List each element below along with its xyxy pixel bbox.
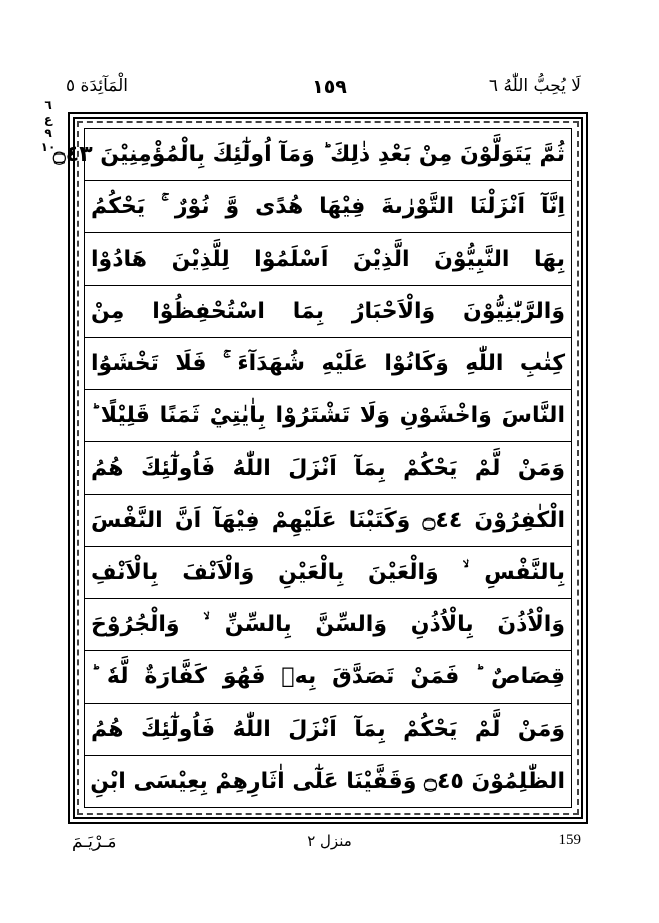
juz-name: لَا يُحِبُّ اللّٰهُ ٦	[488, 76, 581, 96]
text-line	[85, 704, 571, 756]
ruku-number: ٦	[44, 98, 52, 112]
text-block	[52, 128, 572, 808]
line-text: بِهَا النَّبِيُّوْنَ الَّذِيْنَ اَسْلَمُوْا لِلَّذِيْنَ هَادُوْا	[91, 246, 565, 272]
line-text: الظّٰلِمُوْنَ ۝٤٥ وَقَفَّيْنَا عَلٰٓى اٰثَارِهِمْ بِعِيْسَى ابْنِ	[90, 768, 565, 794]
line-text: بِالنَّفْسِ ۙ وَالْعَيْنَ بِالْعَيْنِ وَالْاَنْفَ بِالْاَنْفِ	[91, 559, 565, 585]
line-text: قِصَاصٌ ؕ فَمَنْ تَصَدَّقَ بِهٖ فَهُوَ كَفَّارَةٌ لَّهٗ ؕ	[91, 664, 565, 690]
ruku-verse-count: ١٠	[40, 140, 56, 154]
line-text: وَالْاُذُنَ بِالْاُذُنِ وَالسِّنَّ بِالسِّنِّ ۙ وَالْجُرُوْحَ	[91, 612, 565, 638]
text-line	[85, 651, 571, 703]
text-line	[85, 756, 571, 807]
text-line	[85, 233, 571, 285]
text-line	[85, 390, 571, 442]
manzil-label: منزل ٢	[307, 832, 352, 850]
ruku-surah-count: ٩	[44, 126, 52, 140]
page-number-arabic: ١٥٩	[312, 76, 347, 98]
page-number: 159	[558, 832, 581, 848]
line-text: النَّاسَ وَاخْشَوْنِ وَلَا تَشْتَرُوْا بِاٰيٰتِيْ ثَمَنًا قَلِيْلًا ؕ	[91, 403, 565, 429]
text-line	[85, 286, 571, 338]
line-text: وَمَنْ لَّمْ يَحْكُمْ بِمَآ اَنْزَلَ اللّٰهُ فَاُولٰٓئِكَ هُمُ	[91, 716, 565, 742]
surah-name: الْمَآئِدَة ٥	[66, 76, 129, 96]
line-text: وَالرَّبّٰنِيُّوْنَ وَالْاَحْبَارُ بِمَا اسْتُحْفِظُوْا مِنْ	[91, 298, 565, 324]
text-line	[85, 495, 571, 547]
text-line	[85, 338, 571, 390]
ruku-symbol: ع	[43, 112, 53, 126]
line-text: وَمَنْ لَّمْ يَحْكُمْ بِمَآ اَنْزَلَ اللّٰهُ فَاُولٰٓئِكَ هُمُ	[91, 455, 565, 481]
text-line	[85, 442, 571, 494]
line-text: الْكٰفِرُوْنَ ۝٤٤ وَكَتَبْنَا عَلَيْهِمْ فِيْهَآ اَنَّ النَّفْسَ	[91, 507, 565, 533]
line-text: كِتٰبِ اللّٰهِ وَكَانُوْا عَلَيْهِ شُهَدَآءَ ۚ فَلَا تَخْشَوُا	[91, 351, 565, 377]
text-line	[52, 129, 571, 181]
line-text: اِنَّآ اَنْزَلْنَا التَّوْرٰىةَ فِيْهَا هُدًى وَّ نُوْرٌ ۚ يَحْكُمُ	[91, 194, 565, 220]
line-text: ثُمَّ يَتَوَلَّوْنَ مِنْ بَعْدِ ذٰلِكَ ؕ وَمَآ اُولٰٓئِكَ بِالْمُؤْمِنِيْنَ ۝٤٣	[52, 142, 565, 168]
page-frame	[52, 112, 588, 824]
text-line	[85, 547, 571, 599]
text-line	[85, 599, 571, 651]
text-line	[85, 181, 571, 233]
next-page-word: مَـرْيَـمَ	[72, 832, 117, 852]
